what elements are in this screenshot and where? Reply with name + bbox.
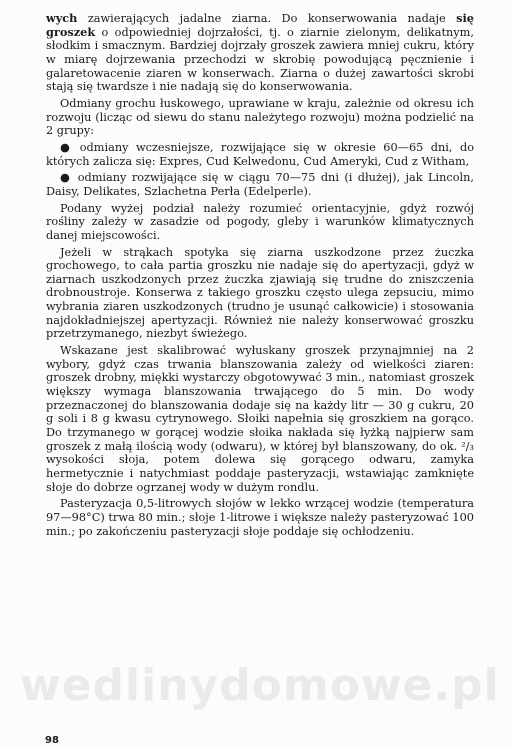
bold-lead-word: wych [46, 11, 78, 25]
bold-term: się groszek [46, 11, 474, 39]
bullet-icon: ● [60, 139, 74, 154]
watermark: wedlinydomowe.pl [20, 660, 500, 711]
bullet-text-2: odmiany rozwijające się w ciągu 70—75 dni (i dłużej), jak Lincoln, Daisy, Delikates, Szlachetna Perła (Edelperle). [46, 171, 475, 198]
bullet-icon: ● [60, 170, 72, 185]
bullet-item-1 [46, 141, 474, 168]
paragraph-5: Wskazane jest skalibrować wyłuskany groszek przynajmniej na 2 wybory, gdyż czas trwania blanszowania zależy od wielkości ziaren: groszek drobny, miękki wystarczy obgotowywać 3 min., natomiast groszek większy wymaga blanszowania trwającego do 5 min. Do wody przeznaczonej do blanszowania dodaje się na każdy litr — 30 g cukru, 20 g soli i 8 g kwasu cytrynowego. Słoiki napełnia się groszkiem na gorąco. Do trzymanego w gorącej wodzie słoika nakłada się łyżką najpierw sam groszek z małą ilością wody (odwaru), w której był blanszowany, do ok. ²/₃ wysokości słoja, potem dolewa się gorącego odwaru, zamyka hermetycznie i natychmiast poddaje pasteryzacji, wstawiając zamknięte słoje do dobrze ogrzanej wody w dużym rondlu. [46, 344, 474, 494]
bullet-text-1: odmiany wczesniejsze, rozwijające się w okresie 60—65 dni, do których zalicza się: Expres, Cud Kelwedonu, Cud Ameryki, Cud z Witham, [46, 140, 474, 168]
page-body [46, 12, 474, 541]
paragraph-4: Jeżeli w strąkach spotyka się ziarna uszkodzone przez żuczka grochowego, to cała partia groszku nie nadaje się do apertyzacji, gdyż w ziarnach uszkodzonych przez żuczka zjawiają się trudne do zniszczenia drobnoustroje. Konserwa z takiego groszku często ulega zepsuciu, mimo wybrania ziaren uszkodzonych (trudno je usunąć całkowicie) i stosowania najdokładniejszej apertyzacji. Również nie należy konserwować groszku przetrzymanego, niezbyt świeżego. [46, 245, 474, 341]
bullet-item-2 [46, 171, 474, 198]
paragraph-1-text-a: zawierających jadalne ziarna. Do konserwowania nadaje [77, 12, 457, 25]
paragraph-3: Podany wyżej podział należy rozumieć orientacyjnie, gdyż rozwój rośliny zależy w zasadzie od pogody, gleby i warunków klimatycznych danej miejscowości. [46, 201, 474, 242]
paragraph-2: Odmiany grochu łuskowego, uprawiane w kraju, zależnie od okresu ich rozwoju (licząc od siewu do stanu należytego rozwoju) można podzielić na 2 grupy: [46, 96, 474, 138]
paragraph-1 [46, 12, 474, 94]
paragraph-6: Pasteryzacja 0,5-litrowych słojów w lekko wrzącej wodzie (temperatura 97—98°C) trwa 80 min.; słoje 1-litrowe i większe należy pasteryzować 100 min.; po zakończeniu pasteryzacji słoje poddaje się ochłodzeniu. [46, 497, 474, 538]
page-number: 98 [45, 735, 59, 746]
paragraph-1-text-b: o odpowiedniej dojrzałości, tj. o ziarnie zielonym, delikatnym, słodkim i smacznym. Bardziej dojrzały groszek zawiera mniej cukru, który w miarę dojrzewania przechodzi w skrobię powodującą pęcznienie i galaretowacenie ziaren w konserwach. Ziarna o dużej zawartości skrobi stają się twardsze i nie nadają się do konserwowania. [46, 25, 474, 94]
